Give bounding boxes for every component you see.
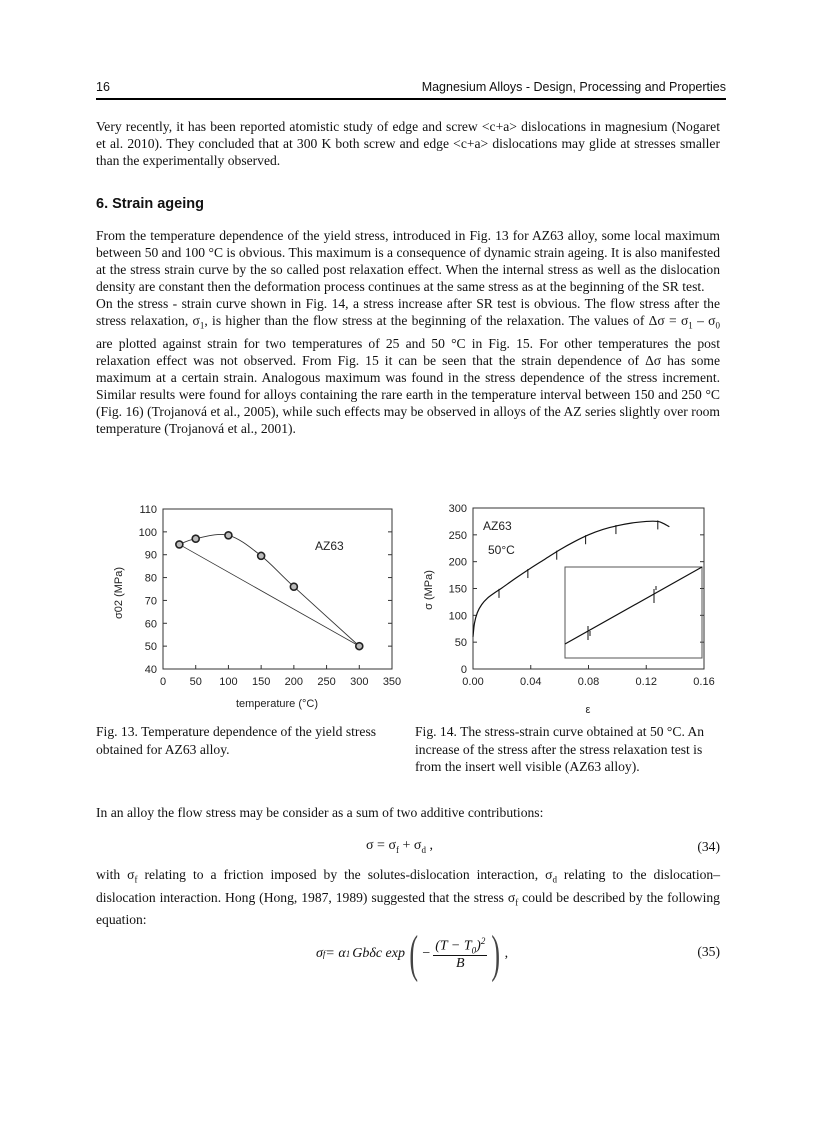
paragraph-strain-ageing: [96, 227, 720, 437]
text: – σ: [692, 313, 716, 328]
inset-frame: [565, 567, 702, 658]
stress-strain-curve: [473, 521, 669, 637]
annotation-alloy: AZ63: [483, 519, 512, 533]
y-tick-label: 40: [144, 664, 157, 676]
x-axis-label: temperature (°C): [235, 698, 319, 710]
sup: 2: [480, 935, 486, 946]
eq-text: ): [476, 938, 481, 954]
text: relating to a friction imposed by the solutes-dislocation interaction, σ: [137, 867, 553, 882]
eq-text: ,: [425, 838, 433, 853]
eq-text: Gbδc exp: [352, 946, 405, 961]
x-tick-label: 350: [382, 676, 402, 688]
x-tick-label: 0: [159, 676, 167, 688]
data-point: [258, 552, 265, 559]
text: are plotted against strain for two temperatures of 25 and 50 °C in Fig. 15. For other temperatures the post relaxation effect was not observed. From Fig. 15 it can be seen that the strain dependence of Δσ has some maximum at a certain strain. Analogous maximum was found in the stress dependence of the stress increment. Similar results were found for alloys containing the rare earth in the temperature interval between 150 and 250 °C (Fig. 16) (Trojanová et al., 2005), while such effects may be observed in alloys of the AZ series slightly over room temperature (Trojanová et al., 2001).: [96, 335, 720, 436]
x-tick-label: 0.08: [577, 676, 600, 688]
paragraph-intro: Very recently, it has been reported atomistic study of edge and screw <c+a> dislocations in magnesium (Nogaret et al. 2010). They concluded that at 300 K both screw and edge <c+a> dislocations may glide at stresses smaller than the experimentally observed.: [96, 119, 720, 168]
equation-number-35: (35): [697, 944, 720, 959]
y-tick-label: 90: [144, 549, 157, 562]
sub: 0: [471, 945, 477, 956]
y-tick-label: 80: [144, 572, 157, 585]
x-axis-label: ε: [585, 704, 591, 716]
header-rule: [96, 98, 726, 100]
denominator: B: [455, 956, 465, 972]
x-tick-label: 0.12: [635, 676, 657, 688]
chart-yield-stress-vs-temperature: [100, 495, 410, 720]
y-tick-label: 0: [460, 664, 467, 676]
caption-fig14: Fig. 14. The stress-strain curve obtained at 50 °C. An increase of the stress after the stress relaxation test is from the insert well visible (AZ63 alloy).: [415, 724, 705, 774]
text: On the stress - strain curve shown in Fig. 14, a stress increase after SR test is obvious. The flow stress after the stress relaxation, σ: [96, 296, 720, 328]
sub: 1: [199, 320, 205, 331]
text: From the temperature dependence of the yield stress, introduced in Fig. 13 for AZ63 alloy, some local maximum between 50 and 100 °C is obvious. This maximum is a consequence of dynamic strain ageing. It is also manifested at the stress strain curve by the so called post relaxation effect. When the internal stress as well as the dislocation density are constant then the deformation process continues at the same stress as at the beginning of the SR test.: [96, 228, 720, 294]
x-tick-label: 150: [251, 676, 271, 688]
text: relating to the dislocation–dislocation interaction. Hong (Hong, 1987, 1989) suggested that the stress σ: [96, 867, 720, 905]
sub: d: [421, 844, 426, 855]
y-tick-label: 100: [138, 526, 157, 539]
equation-number-34: (34): [697, 839, 720, 854]
inset-relaxation-drop: [654, 586, 656, 603]
y-tick-label: 50: [144, 641, 157, 654]
sub: f: [322, 949, 326, 959]
data-point: [290, 583, 297, 590]
y-axis-label: σ02 (MPa): [113, 566, 125, 620]
y-tick-label: 200: [448, 556, 467, 569]
sub: f: [396, 844, 399, 855]
sub: 1: [345, 949, 351, 959]
y-axis-label: σ (MPa): [423, 570, 435, 610]
paragraph-hong: [96, 866, 720, 928]
text: , is higher than the flow stress at the beginning of the relaxation. The values of Δσ = σ: [204, 313, 689, 328]
running-title: Magnesium Alloys - Design, Processing and Properties: [421, 80, 726, 94]
y-tick-label: 150: [448, 583, 467, 596]
caption-fig13: Fig. 13. Temperature dependence of the yield stress obtained for AZ63 alloy.: [96, 724, 377, 757]
eq-text: σ: [316, 946, 323, 961]
y-tick-label: 110: [139, 504, 157, 516]
x-tick-label: 0.16: [693, 676, 715, 688]
data-point: [225, 532, 232, 539]
sub: 1: [688, 320, 693, 331]
right-paren: ): [491, 925, 501, 983]
data-point: [192, 535, 199, 542]
x-tick-label: 50: [189, 676, 202, 688]
x-tick-label: 0.00: [462, 676, 484, 688]
data-point: [356, 643, 363, 650]
section-heading: 6. Strain ageing: [96, 196, 204, 212]
chart-stress-strain: [410, 495, 730, 720]
sub: 0: [715, 320, 720, 331]
sub: f: [134, 874, 138, 885]
x-tick-label: 300: [350, 676, 369, 688]
annotation-label: AZ63: [315, 539, 344, 553]
page-number: 16: [96, 80, 110, 94]
y-tick-label: 50: [454, 637, 467, 650]
inset-relaxation-drop: [588, 626, 590, 640]
eq-text: σ = σ: [366, 838, 396, 853]
data-point: [176, 541, 183, 548]
x-tick-label: 100: [219, 676, 238, 688]
paragraph-flow-stress: In an alloy the flow stress may be consider as a sum of two additive contributions:: [96, 805, 544, 820]
y-tick-label: 300: [448, 503, 467, 515]
left-paren: (: [409, 925, 418, 983]
numerator: [433, 936, 487, 956]
sub: d: [552, 874, 557, 885]
eq-text: ,: [504, 946, 509, 961]
x-tick-label: 200: [284, 676, 304, 688]
inset-curve: [565, 567, 702, 644]
y-tick-label: 70: [144, 595, 157, 608]
eq-text: −: [422, 946, 431, 961]
eq-text: = α: [325, 946, 346, 961]
fraction: [433, 936, 487, 972]
x-tick-label: 250: [317, 676, 336, 688]
x-tick-label: 0.04: [520, 676, 542, 688]
eq-text: + σ: [399, 838, 422, 853]
annotation-temperature: 50°C: [488, 543, 515, 557]
text: could be described by the following equation:: [96, 889, 720, 928]
y-tick-label: 100: [448, 610, 467, 623]
eq-text: (T − T: [435, 938, 472, 954]
text: with σ: [96, 867, 135, 882]
reference-line: [179, 544, 359, 646]
y-tick-label: 60: [144, 618, 157, 631]
sub: f: [515, 897, 519, 908]
y-tick-label: 250: [448, 529, 467, 542]
equation-35: [316, 924, 508, 984]
equation-34: [366, 838, 433, 855]
